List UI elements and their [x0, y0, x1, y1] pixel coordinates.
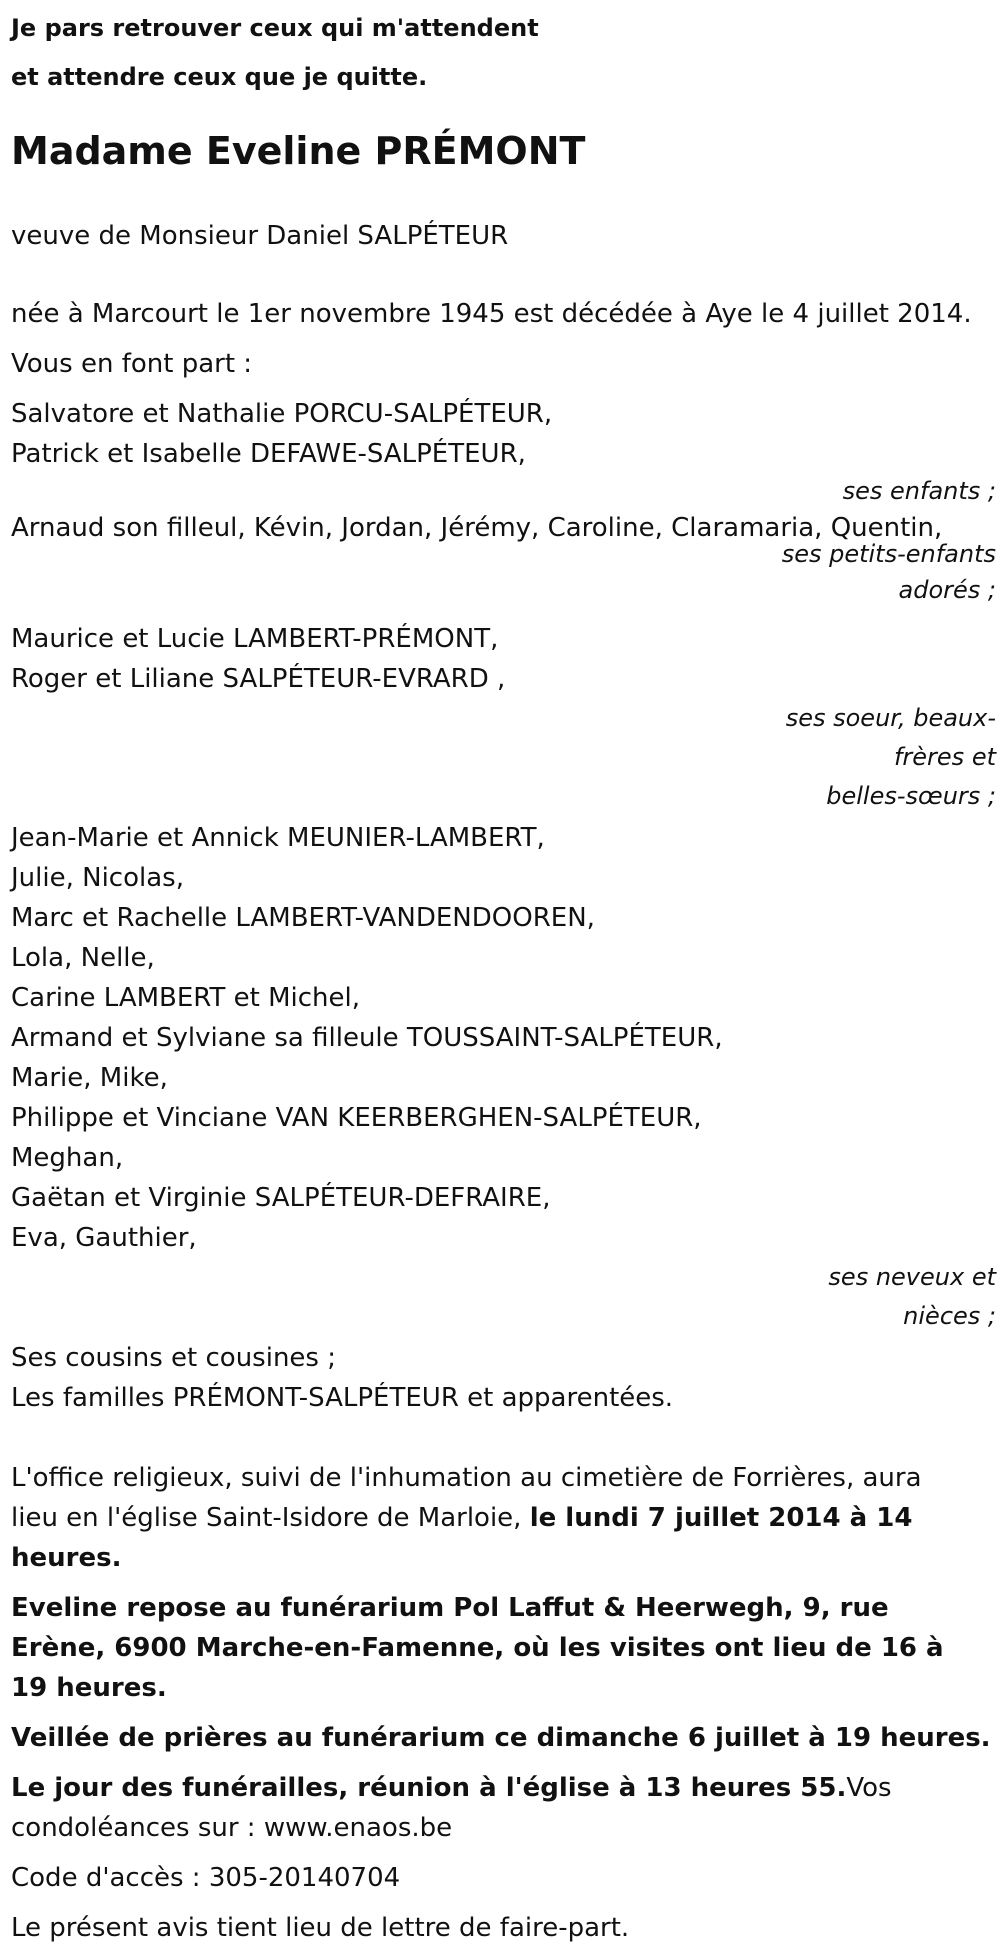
motto-line-1: Je pars retrouver ceux qui m'attendent	[11, 14, 539, 42]
relation-nephews-l2: nièces ;	[903, 1302, 996, 1330]
families-line: Les familles PRÉMONT-SALPÉTEUR et apparentées.	[11, 1383, 674, 1413]
children-block	[11, 394, 996, 511]
nephew-name: Philippe et Vinciane VAN KEERBERGHEN-SALPÉTEUR,	[11, 1103, 702, 1133]
relation-siblings-l1: ses soeur, beaux-	[785, 704, 996, 732]
relation-siblings-l2: frères et	[893, 743, 996, 771]
nephew-name: Meghan,	[11, 1143, 124, 1173]
office-date: le lundi 7 juillet 2014 à 14 heures.	[11, 1503, 913, 1573]
closing-line: Le présent avis tient lieu de lettre de faire-part.	[11, 1913, 630, 1943]
cousins-line: Ses cousins et cousines ;	[11, 1343, 336, 1373]
relation-grandchildren-l1: ses petits-enfants	[781, 540, 996, 568]
nephew-name: Marie, Mike,	[11, 1063, 168, 1093]
grandchildren-block	[11, 511, 996, 609]
sibling-name: Roger et Liliane SALPÉTEUR-EVRARD ,	[11, 664, 506, 694]
meeting-paragraph	[11, 1768, 971, 1848]
vigil-paragraph: Veillée de prières au funérarium ce dimanche 6 juillet à 19 heures.	[11, 1723, 991, 1753]
motto-line-2: et attendre ceux que je quitte.	[11, 63, 428, 91]
deceased-name: Madame Eveline PRÉMONT	[11, 129, 586, 173]
motto	[11, 4, 996, 102]
nephew-name: Gaëtan et Virginie SALPÉTEUR-DEFRAIRE,	[11, 1183, 551, 1213]
office-paragraph	[11, 1458, 971, 1578]
relation-grandchildren-l2: adorés ;	[898, 576, 996, 604]
child-name: Salvatore et Nathalie PORCU-SALPÉTEUR,	[11, 399, 553, 429]
nephew-name: Lola, Nelle,	[11, 943, 155, 973]
nephew-name: Marc et Rachelle LAMBERT-VANDENDOOREN,	[11, 903, 595, 933]
relation-children: ses enfants ;	[842, 477, 996, 505]
relation-siblings-l3: belles-sœurs ;	[826, 782, 996, 810]
office-text: L'office religieux, suivi de l'inhumation au cimetière de Forrières, aura lieu en l'église Saint-Isidore de Marloie,	[11, 1463, 922, 1533]
nephew-name: Jean-Marie et Annick MEUNIER-LAMBERT,	[11, 823, 545, 853]
extended-family-block	[11, 1338, 996, 1418]
birth-death-line: née à Marcourt le 1er novembre 1945 est décédée à Aye le 4 juillet 2014.	[11, 299, 972, 329]
condolences-text: Vos condoléances sur : www.enaos.be	[11, 1773, 892, 1843]
spouse-line: veuve de Monsieur Daniel SALPÉTEUR	[11, 221, 509, 251]
grandchildren-names: Arnaud son filleul, Kévin, Jordan, Jérémy, Caroline, Claramaria, Quentin,	[11, 513, 943, 543]
relation-nephews-l1: ses neveux et	[828, 1263, 996, 1291]
nephew-name: Eva, Gauthier,	[11, 1223, 197, 1253]
siblings-block	[11, 619, 996, 816]
nephews-block	[11, 818, 996, 1336]
announce-line: Vous en font part :	[11, 349, 253, 379]
access-code-line: Code d'accès : 305-20140704	[11, 1863, 401, 1893]
nephew-name: Julie, Nicolas,	[11, 863, 184, 893]
meeting-info: Le jour des funérailles, réunion à l'église à 13 heures 55.	[11, 1773, 847, 1803]
nephew-name: Carine LAMBERT et Michel,	[11, 983, 360, 1013]
child-name: Patrick et Isabelle DEFAWE-SALPÉTEUR,	[11, 439, 526, 469]
sibling-name: Maurice et Lucie LAMBERT-PRÉMONT,	[11, 624, 499, 654]
nephew-name: Armand et Sylviane sa filleule TOUSSAINT-SALPÉTEUR,	[11, 1023, 723, 1053]
obituary-content	[11, 4, 996, 1948]
funerarium-paragraph: Eveline repose au funérarium Pol Laffut & Heerwegh, 9, rue Erène, 6900 Marche-en-Famenne, où les visites ont lieu de 16 à 19 heures.	[11, 1593, 944, 1703]
